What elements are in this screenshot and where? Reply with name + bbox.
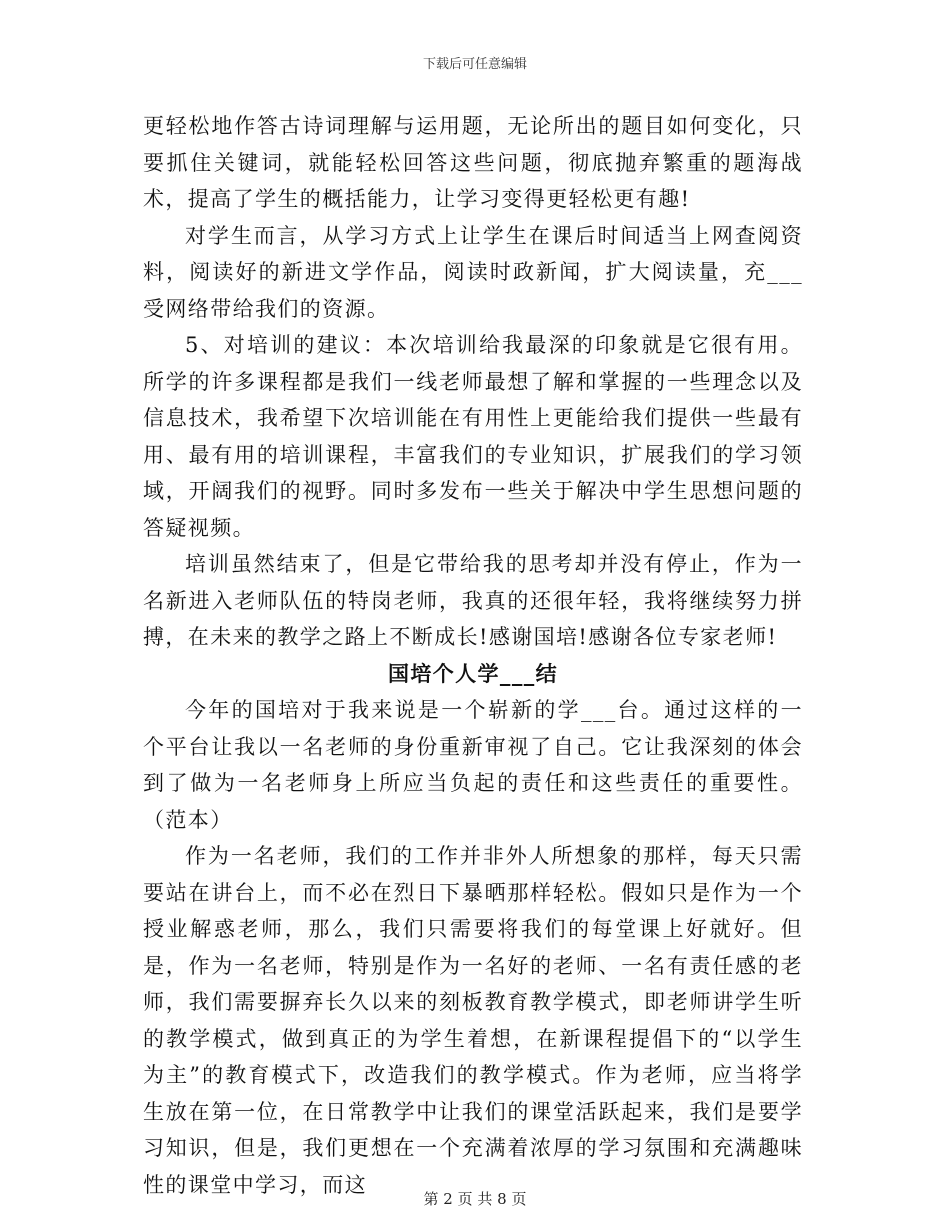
paragraph-training-suggestion: 5、对培训的建议：本次培训给我最深的印象就是它很有用。所学的许多课程都是我们一线老师最想了解和掌握的一些理念以及信息技术，我希望下次培训能在有用性上更能给我们提供一些最有用、最有用的培训课程，丰富我们的专业知识，扩展我们的学习领域，开阔我们的视野。同时多发布一些关于解决中学生思想问题的答疑视频。	[143, 333, 803, 540]
section-title: 国培个人学___结	[387, 661, 559, 686]
paragraph-teacher-role: 作为一名老师，我们的工作并非外人所想象的那样，每天只需要站在讲台上，而不必在烈日下暴晒那样轻松。假如只是作为一个授业解惑老师，那么，我们只需要将我们的每堂课上好就好。但是，作为一名老师，特别是作为一名好的老师、一名有责任感的老师，我们需要摒弃长久以来的刻板教育教学模式，即老师讲学生听的教学模式，做到真正的为学生着想，在新课程提倡下的“以学生为主”的教育模式下，改造我们的教学模式。作为老师，应当将学生放在第一位，在日常教学中让我们的课堂活跃起来，我们是要学习知识，但是，我们更想在一个充满着浓厚的学习氛围和充满趣味性的课堂中学习，而这	[143, 844, 803, 1197]
page-header: 下载后可任意编辑	[422, 57, 527, 72]
paragraph-student-perspective: 对学生而言，从学习方式上让学生在课后时间适当上网查阅资料，阅读好的新进文学作品，阅读时政新闻，扩大阅读量，充___受网络带给我们的资源。	[143, 223, 803, 321]
paragraph-intro: 今年的国培对于我来说是一个崭新的学___台。通过这样的一个平台让我以一名老师的身份重新审视了自己。它让我深刻的体会到了做为一名老师身上所应当负起的责任和这些责任的重要性。（范本）	[143, 698, 803, 832]
page-footer: 第 2 页 共 8 页	[423, 1190, 527, 1208]
document-body	[143, 108, 803, 1203]
paragraph-conclusion: 培训虽然结束了，但是它带给我的思考却并没有停止，作为一名新进入老师队伍的特岗老师，我真的还很年轻，我将继续努力拼搏，在未来的教学之路上不断成长!感谢国培!感谢各位专家老师!	[143, 552, 803, 649]
paragraph-continuation: 更轻松地作答古诗词理解与运用题，无论所出的题目如何变化，只要抓住关键词，就能轻松回答这些问题，彻底抛弃繁重的题海战术，提高了学生的概括能力，让学习变得更轻松更有趣!	[143, 114, 803, 211]
